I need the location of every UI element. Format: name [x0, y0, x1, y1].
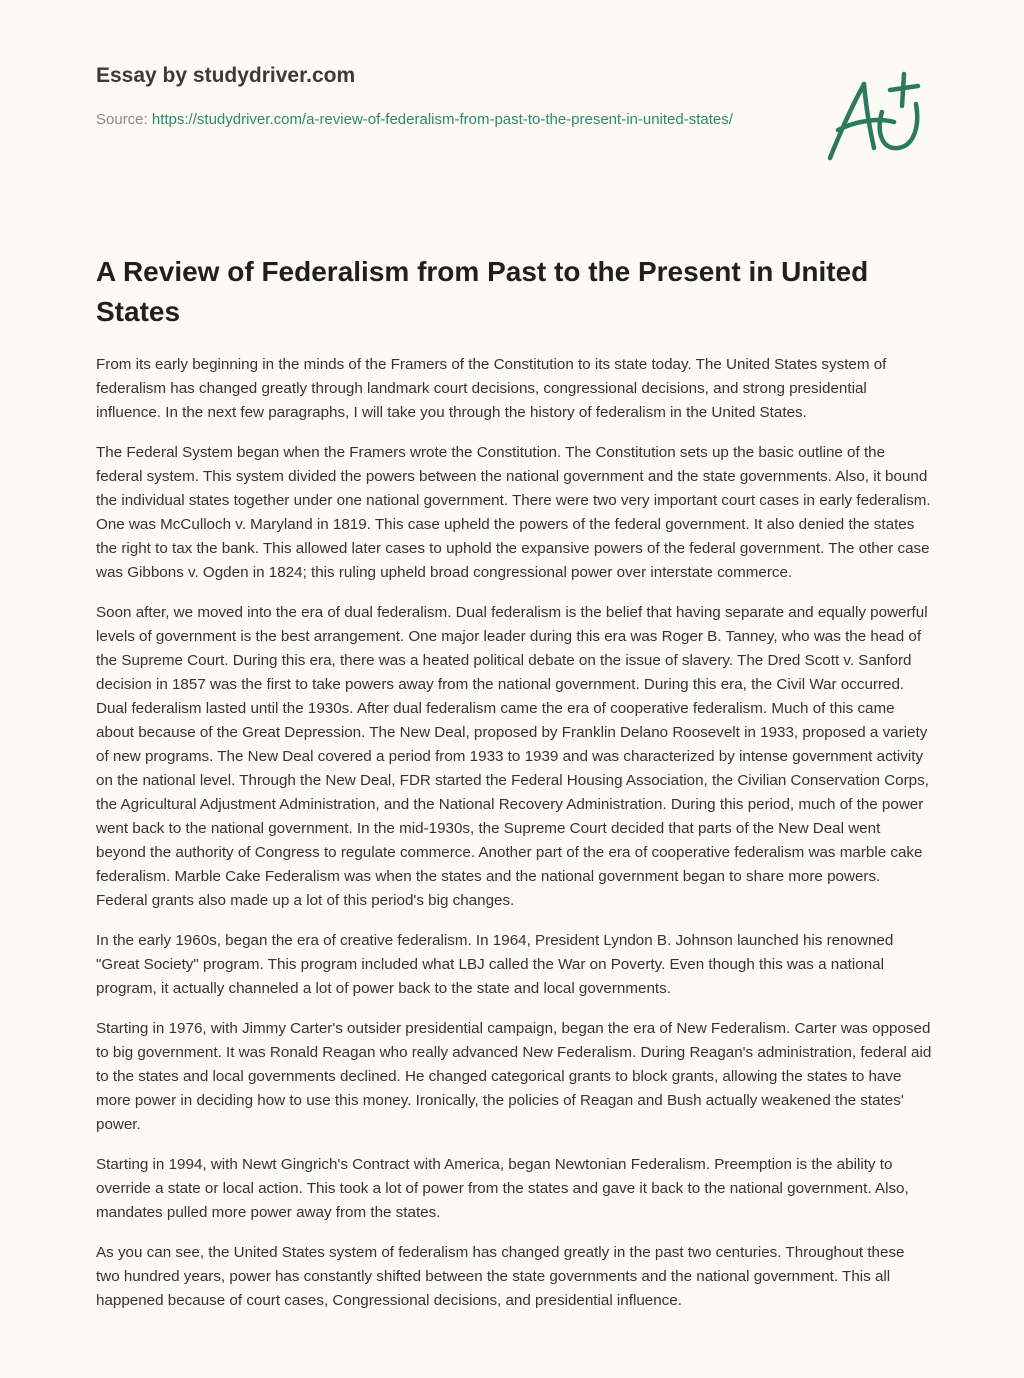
essay-paragraph: In the early 1960s, began the era of creative federalism. In 1964, President Lyndon B. Johnson launched his renowned "Great Society" program. This program included what LBJ called the War on Poverty. Even though this was a national program, it actually channeled a lot of power back to the state and local governments.: [96, 932, 894, 997]
essay-title: A Review of Federalism from Past to the Present in United States: [96, 256, 869, 327]
essay-paragraph: From its early beginning in the minds of the Framers of the Constitution to its state today. The United States system of federalism has changed greatly through landmark court decisions, congressional decisions, and strong presidential influence. In the next few paragraphs, I will take you through the history of federalism in the United States.: [96, 356, 887, 421]
essay-paragraph: Soon after, we moved into the era of dual federalism. Dual federalism is the belief that having separate and equally powerful levels of government is the best arrangement. One major leader during this era was Roger B. Tanney, who was the head of the Supreme Court. During this era, there was a heated political debate on the issue of slavery. The Dred Scott v. Sanford decision in 1857 was the first to take powers away from the national government. During this era, the Civil War occurred. Dual federalism lasted until the 1930s. After dual federalism came the era of cooperative federalism. Much of this came about because of the Great Depression. The New Deal, proposed by Franklin Delano Roosevelt in 1933, proposed a variety of new programs. The New Deal covered a period from 1933 to 1939 and was characterized by intense government activity on the national level. Through the New Deal, FDR started the Federal Housing Association, the Civilian Conservation Corps, the Agricultural Adjustment Administration, and the National Recovery Administration. During this period, much of the power went back to the national government. In the mid-1930s, the Supreme Court decided that parts of the New Deal went beyond the authority of Congress to regulate commerce. Another part of the era of cooperative federalism was marble cake federalism. Marble Cake Federalism was when the states and the national government began to share more powers. Federal grants also made up a lot of this period's big changes.: [96, 604, 929, 909]
essay-paragraph: The Federal System began when the Framers wrote the Constitution. The Constitution sets up the basic outline of the federal system. This system divided the powers between the national government and the state governments. Also, it bound the individual states together under one national government. There were two very important court cases in early federalism. One was McCulloch v. Maryland in 1819. This case upheld the powers of the federal government. It also denied the states the right to tax the bank. This allowed later cases to uphold the expansive powers of the federal government. The other case was Gibbons v. Ogden in 1824; this ruling upheld broad congressional power over interstate commerce.: [96, 444, 931, 581]
essay-paragraph: Starting in 1976, with Jimmy Carter's outsider presidential campaign, began the era of New Federalism. Carter was opposed to big government. It was Ronald Reagan who really advanced New Federalism. During Reagan's administration, federal aid to the states and local governments declined. He changed categorical grants to block grants, allowing the states to have more power in deciding how to use this money. Ironically, the policies of Reagan and Bush actually weakened the states' power.: [96, 1020, 932, 1133]
source-label: Source:: [96, 111, 152, 128]
essay-paragraph: As you can see, the United States system of federalism has changed greatly in the past two centuries. Throughout these two hundred years, power has constantly shifted between the state governments and the national government. This all happened because of court cases, Congressional decisions, and presidential influence.: [96, 1244, 905, 1309]
source-line: [96, 108, 756, 132]
essay-paragraph: Starting in 1994, with Newt Gingrich's Contract with America, began Newtonian Federalism. Preemption is the ability to override a state or local action. This took a lot of power from the states and gave it back to the national government. Also, mandates pulled more power away from the states.: [96, 1156, 909, 1221]
a-plus-grade-icon: [820, 68, 930, 168]
source-link[interactable]: https://studydriver.com/a-review-of-federalism-from-past-to-the-present-in-united-states/: [151, 111, 733, 128]
essay-content: [96, 252, 932, 1329]
page-header: [96, 62, 756, 132]
site-title: Essay by studydriver.com: [96, 64, 356, 87]
